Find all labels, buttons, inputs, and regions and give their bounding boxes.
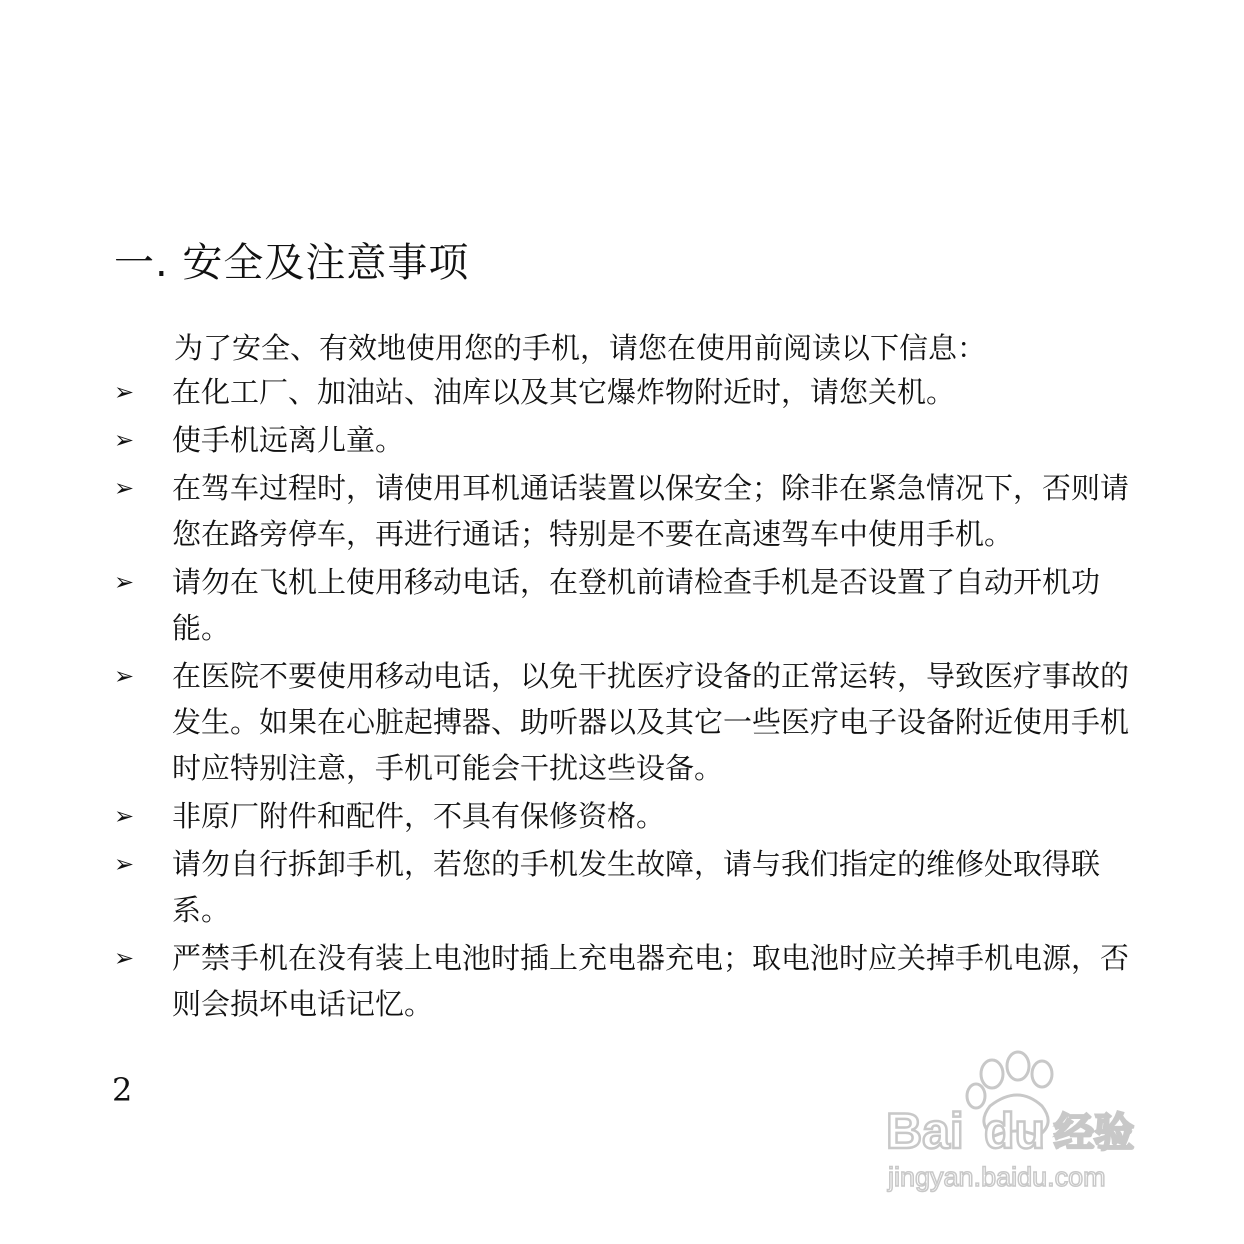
arrowhead-bullet-icon: ➢	[114, 802, 135, 830]
list-item	[110, 369, 1140, 415]
list-item	[110, 653, 1140, 791]
page-title: 一. 安全及注意事项	[114, 240, 470, 286]
list-item	[110, 559, 1140, 651]
arrowhead-bullet-icon: ➢	[114, 568, 135, 596]
list-item-text: 请勿自行拆卸手机，若您的手机发生故障，请与我们指定的维修处取得联系。	[172, 847, 1101, 927]
baidu-jingyan-watermark	[880, 1046, 1180, 1206]
baidu-paw-logo	[880, 1046, 1180, 1206]
watermark-jingyan: 经验	[1054, 1110, 1134, 1156]
list-item-text: 非原厂附件和配件，不具有保修资格。	[172, 799, 666, 833]
list-item-text: 使手机远离儿童。	[172, 423, 405, 457]
arrowhead-bullet-icon: ➢	[114, 850, 135, 878]
list-item-text: 在化工厂、加油站、油库以及其它爆炸物附近时，请您关机。	[172, 375, 956, 409]
list-item	[110, 465, 1140, 557]
arrowhead-bullet-icon: ➢	[114, 426, 135, 454]
arrowhead-bullet-icon: ➢	[114, 944, 135, 972]
list-item	[110, 793, 1140, 839]
list-item	[110, 417, 1140, 463]
list-item	[110, 841, 1140, 933]
list-item-text: 在驾车过程时，请使用耳机通话装置以保安全；除非在紧急情况下，否则请您在路旁停车，再进行通话；特别是不要在高速驾车中使用手机。	[172, 471, 1130, 551]
list-item-text: 请勿在飞机上使用移动电话，在登机前请检查手机是否设置了自动开机功能。	[172, 565, 1101, 645]
arrowhead-bullet-icon: ➢	[114, 378, 135, 406]
list-item	[110, 935, 1140, 1027]
watermark-brand-du: du	[984, 1103, 1046, 1159]
list-item-text: 在医院不要使用移动电话，以免干扰医疗设备的正常运转，导致医疗事故的发生。如果在心脏起搏器、助听器以及其它一些医疗电子设备附近使用手机时应特别注意，手机可能会干扰这些设备。	[172, 659, 1130, 785]
watermark-brand: Bai	[886, 1103, 964, 1159]
list-item-text: 严禁手机在没有装上电池时插上充电器充电；取电池时应关掉手机电源，否则会损坏电话记忆。	[172, 941, 1130, 1021]
arrowhead-bullet-icon: ➢	[114, 474, 135, 502]
arrowhead-bullet-icon: ➢	[114, 662, 135, 690]
safety-list	[110, 369, 1140, 1029]
intro-paragraph: 为了安全、有效地使用您的手机，请您在使用前阅读以下信息：	[174, 331, 987, 365]
watermark-url: jingyan.baidu.com	[888, 1162, 1106, 1192]
page-number: 2	[112, 1071, 133, 1109]
